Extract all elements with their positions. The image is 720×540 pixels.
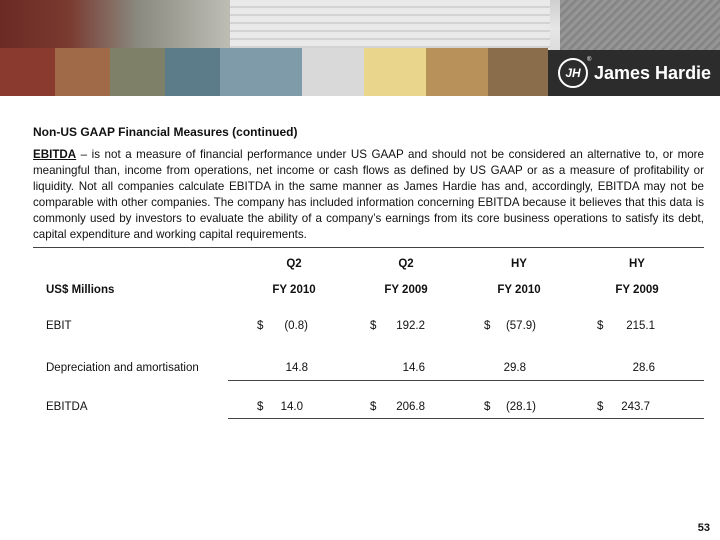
house-photo-siding [230,0,550,50]
row-label-ebit: EBIT [46,320,72,332]
house-photo-roof [560,0,720,50]
color-strip-9 [488,48,548,96]
table-cell: 14.0 [280,401,303,413]
page-title: Non-US GAAP Financial Measures (continued) [33,125,298,139]
page-number: 53 [697,522,710,534]
col-header-1-bottom: FY 2010 [272,284,316,296]
james-hardie-logo-icon: JH [558,58,588,88]
table-cell: (28.1) [505,401,536,413]
currency-symbol: $ [484,401,491,413]
currency-symbol: $ [257,401,264,413]
table-top-rule [33,247,704,248]
currency-symbol: $ [370,320,377,332]
col-header-2-top: Q2 [398,258,414,270]
table-cell: (57.9) [505,320,536,332]
table-cell: 14.6 [402,362,425,374]
color-strip-6 [302,48,364,96]
registered-mark: ® [587,57,592,63]
col-header-3-top: HY [511,258,527,270]
col-header-2-bottom: FY 2009 [384,284,428,296]
house-photo-left [0,0,230,50]
table-cell: 29.8 [503,362,526,374]
col-header-1-top: Q2 [286,258,302,270]
color-strip-8 [426,48,488,96]
color-strip-4 [165,48,220,96]
header-banner [0,0,720,96]
currency-symbol: $ [257,320,264,332]
color-strip-3 [110,48,165,96]
brand-name: James Hardie [594,63,712,83]
table-cell: 28.6 [632,362,655,374]
row-label-depreciation: Depreciation and amortisation [46,362,199,374]
ebitda-term: EBITDA [33,148,77,161]
col-header-3-bottom: FY 2010 [497,284,541,296]
currency-symbol: $ [484,320,491,332]
currency-symbol: $ [597,401,604,413]
total-rule [228,418,704,419]
row-header-label: US$ Millions [46,284,115,296]
ebitda-definition [33,147,704,244]
table-cell: 215.1 [626,320,655,332]
color-strip-1 [0,48,55,96]
ebitda-definition-text: – is not a measure of financial performance under US GAAP and should not be considered an alternative to, or more meaningful than, income from operations, net income or cash flows as defined by US GAAP or as a measure of profitability or liquidity. Not all companies calculate EBITDA in the same manner as James Hardie has and, accordingly, EBITDA may not be comparable with other companies. The company has included information concerning EBITDA because it believes that this data is commonly used by investors to evaluate the ability of a company’s earnings from its core business operations to satisfy its debt, capital expenditure and working capital requirements. [33,148,704,242]
table-cell: 192.2 [396,320,425,332]
table-cell: 14.8 [285,362,308,374]
color-strip-7 [364,48,426,96]
color-strip-2 [55,48,110,96]
currency-symbol: $ [370,401,377,413]
col-header-4-top: HY [629,258,645,270]
table-cell: 206.8 [396,401,425,413]
table-cell: 243.7 [621,401,650,413]
row-label-ebitda: EBITDA [46,401,88,413]
table-cell: (0.8) [284,320,308,332]
col-header-4-bottom: FY 2009 [615,284,659,296]
subtotal-rule [228,380,704,381]
currency-symbol: $ [597,320,604,332]
color-strip-5 [220,48,302,96]
